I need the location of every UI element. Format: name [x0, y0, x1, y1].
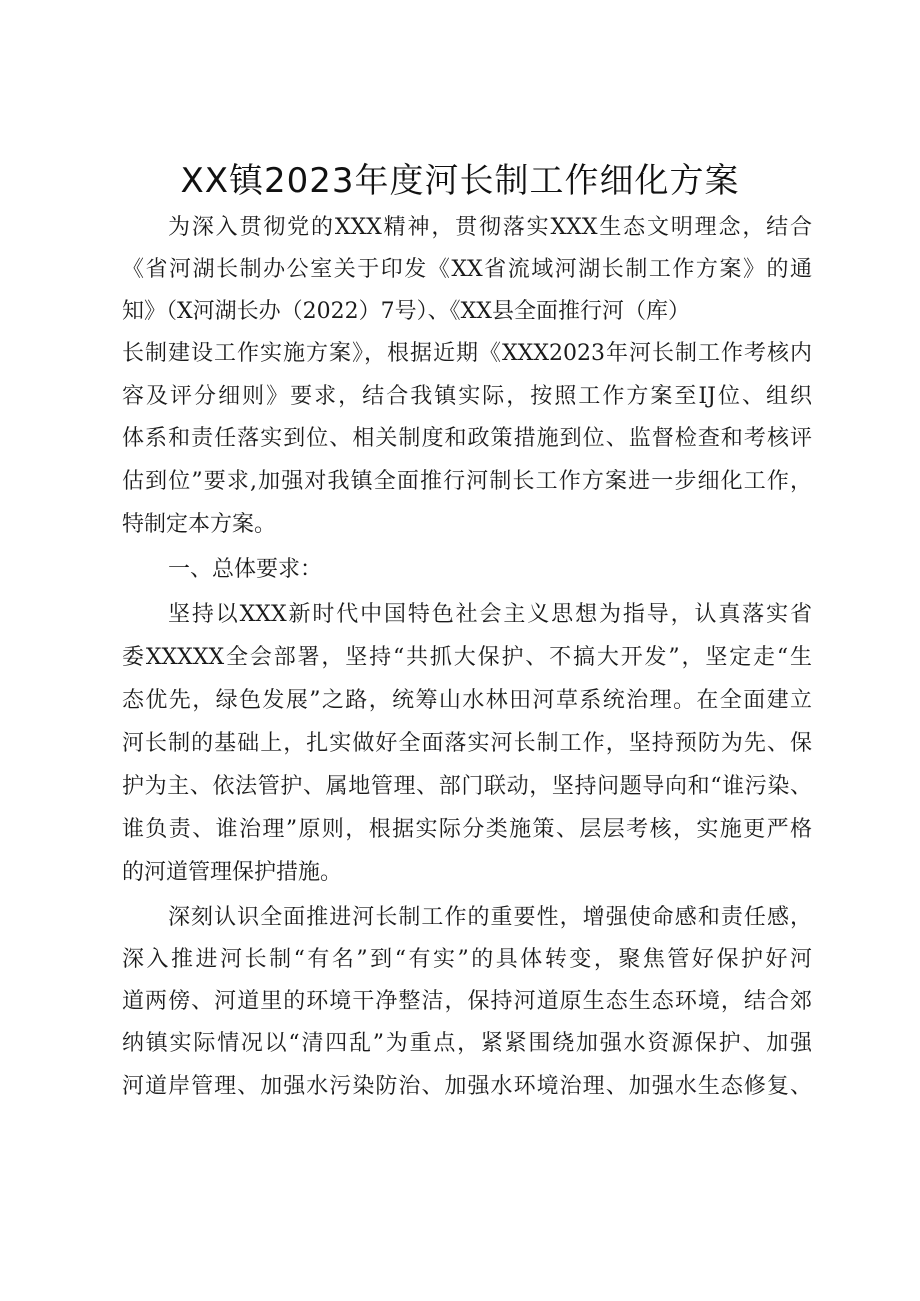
- intro-line-6: 体系和责任落实到位、相关制度和政策措施到位、监督检查和考核评: [122, 426, 812, 451]
- importance-line-1: 深刻认识全面推进河长制工作的重要性，增强使命感和责任感，: [168, 905, 812, 930]
- importance-line-2: 深入推进河长制“有名”到“有实”的具体转变，聚焦管好保护好河: [122, 947, 812, 972]
- intro-line-1: 为深入贯彻党的XXX精神，贯彻落实XXX生态文明理念，结合: [168, 215, 812, 240]
- document-title: XX镇2023年度河长制工作细化方案: [180, 161, 740, 201]
- requirements-line-2: 委XXXXX全会部署，坚持“共抓大保护、不搞大开发”，坚定走“生: [122, 645, 812, 670]
- intro-line-5: 容及评分细则》要求，结合我镇实际，按照工作方案至IJ位、组织: [122, 384, 812, 409]
- section-heading: 一、总体要求：: [168, 557, 323, 582]
- importance-line-5: 河道岸管理、加强水污染防治、加强水环境治理、加强水生态修复、: [122, 1074, 812, 1099]
- importance-line-3: 道两傍、河道里的环境干净整洁，保持河道原生态生态环境，结合郊: [122, 989, 812, 1014]
- requirements-line-1: 坚持以XXX新时代中国特色社会主义思想为指导，认真落实省: [168, 602, 812, 627]
- requirements-line-3: 态优先，绿色发展”之路，统筹山水林田河草系统治理。在全面建立: [122, 688, 812, 713]
- requirements-line-6: 谁负责、谁治理”原则，根据实际分类施策、层层考核，实施更严格: [122, 817, 812, 842]
- requirements-line-5: 护为主、依法管护、属地管理、部门联动，坚持问题导向和“谁污染、: [122, 774, 812, 799]
- intro-line-4: 长制建设工作实施方案》，根据近期《XXX2023年河长制工作考核内: [122, 341, 812, 366]
- requirements-line-4: 河长制的基础上，扎实做好全面落实河长制工作，坚持预防为先、保: [122, 731, 812, 756]
- intro-line-7: 估到位”要求,加强对我镇全面推行河制长工作方案进一步细化工作，: [122, 469, 812, 494]
- importance-line-4: 纳镇实际情况以“清四乱”为重点，紧紧围绕加强水资源保护、加强: [122, 1031, 812, 1056]
- requirements-line-7: 的河道管理保护措施。: [122, 860, 343, 885]
- intro-line-3: 知》（X河湖长办（2022）7号）、《XX县全面推行河（库）: [122, 299, 690, 324]
- intro-line-8: 特制定本方案。: [122, 512, 277, 537]
- intro-line-2: 《省河湖长制办公室关于印发《XX省流域河湖长制工作方案》的通: [122, 257, 812, 282]
